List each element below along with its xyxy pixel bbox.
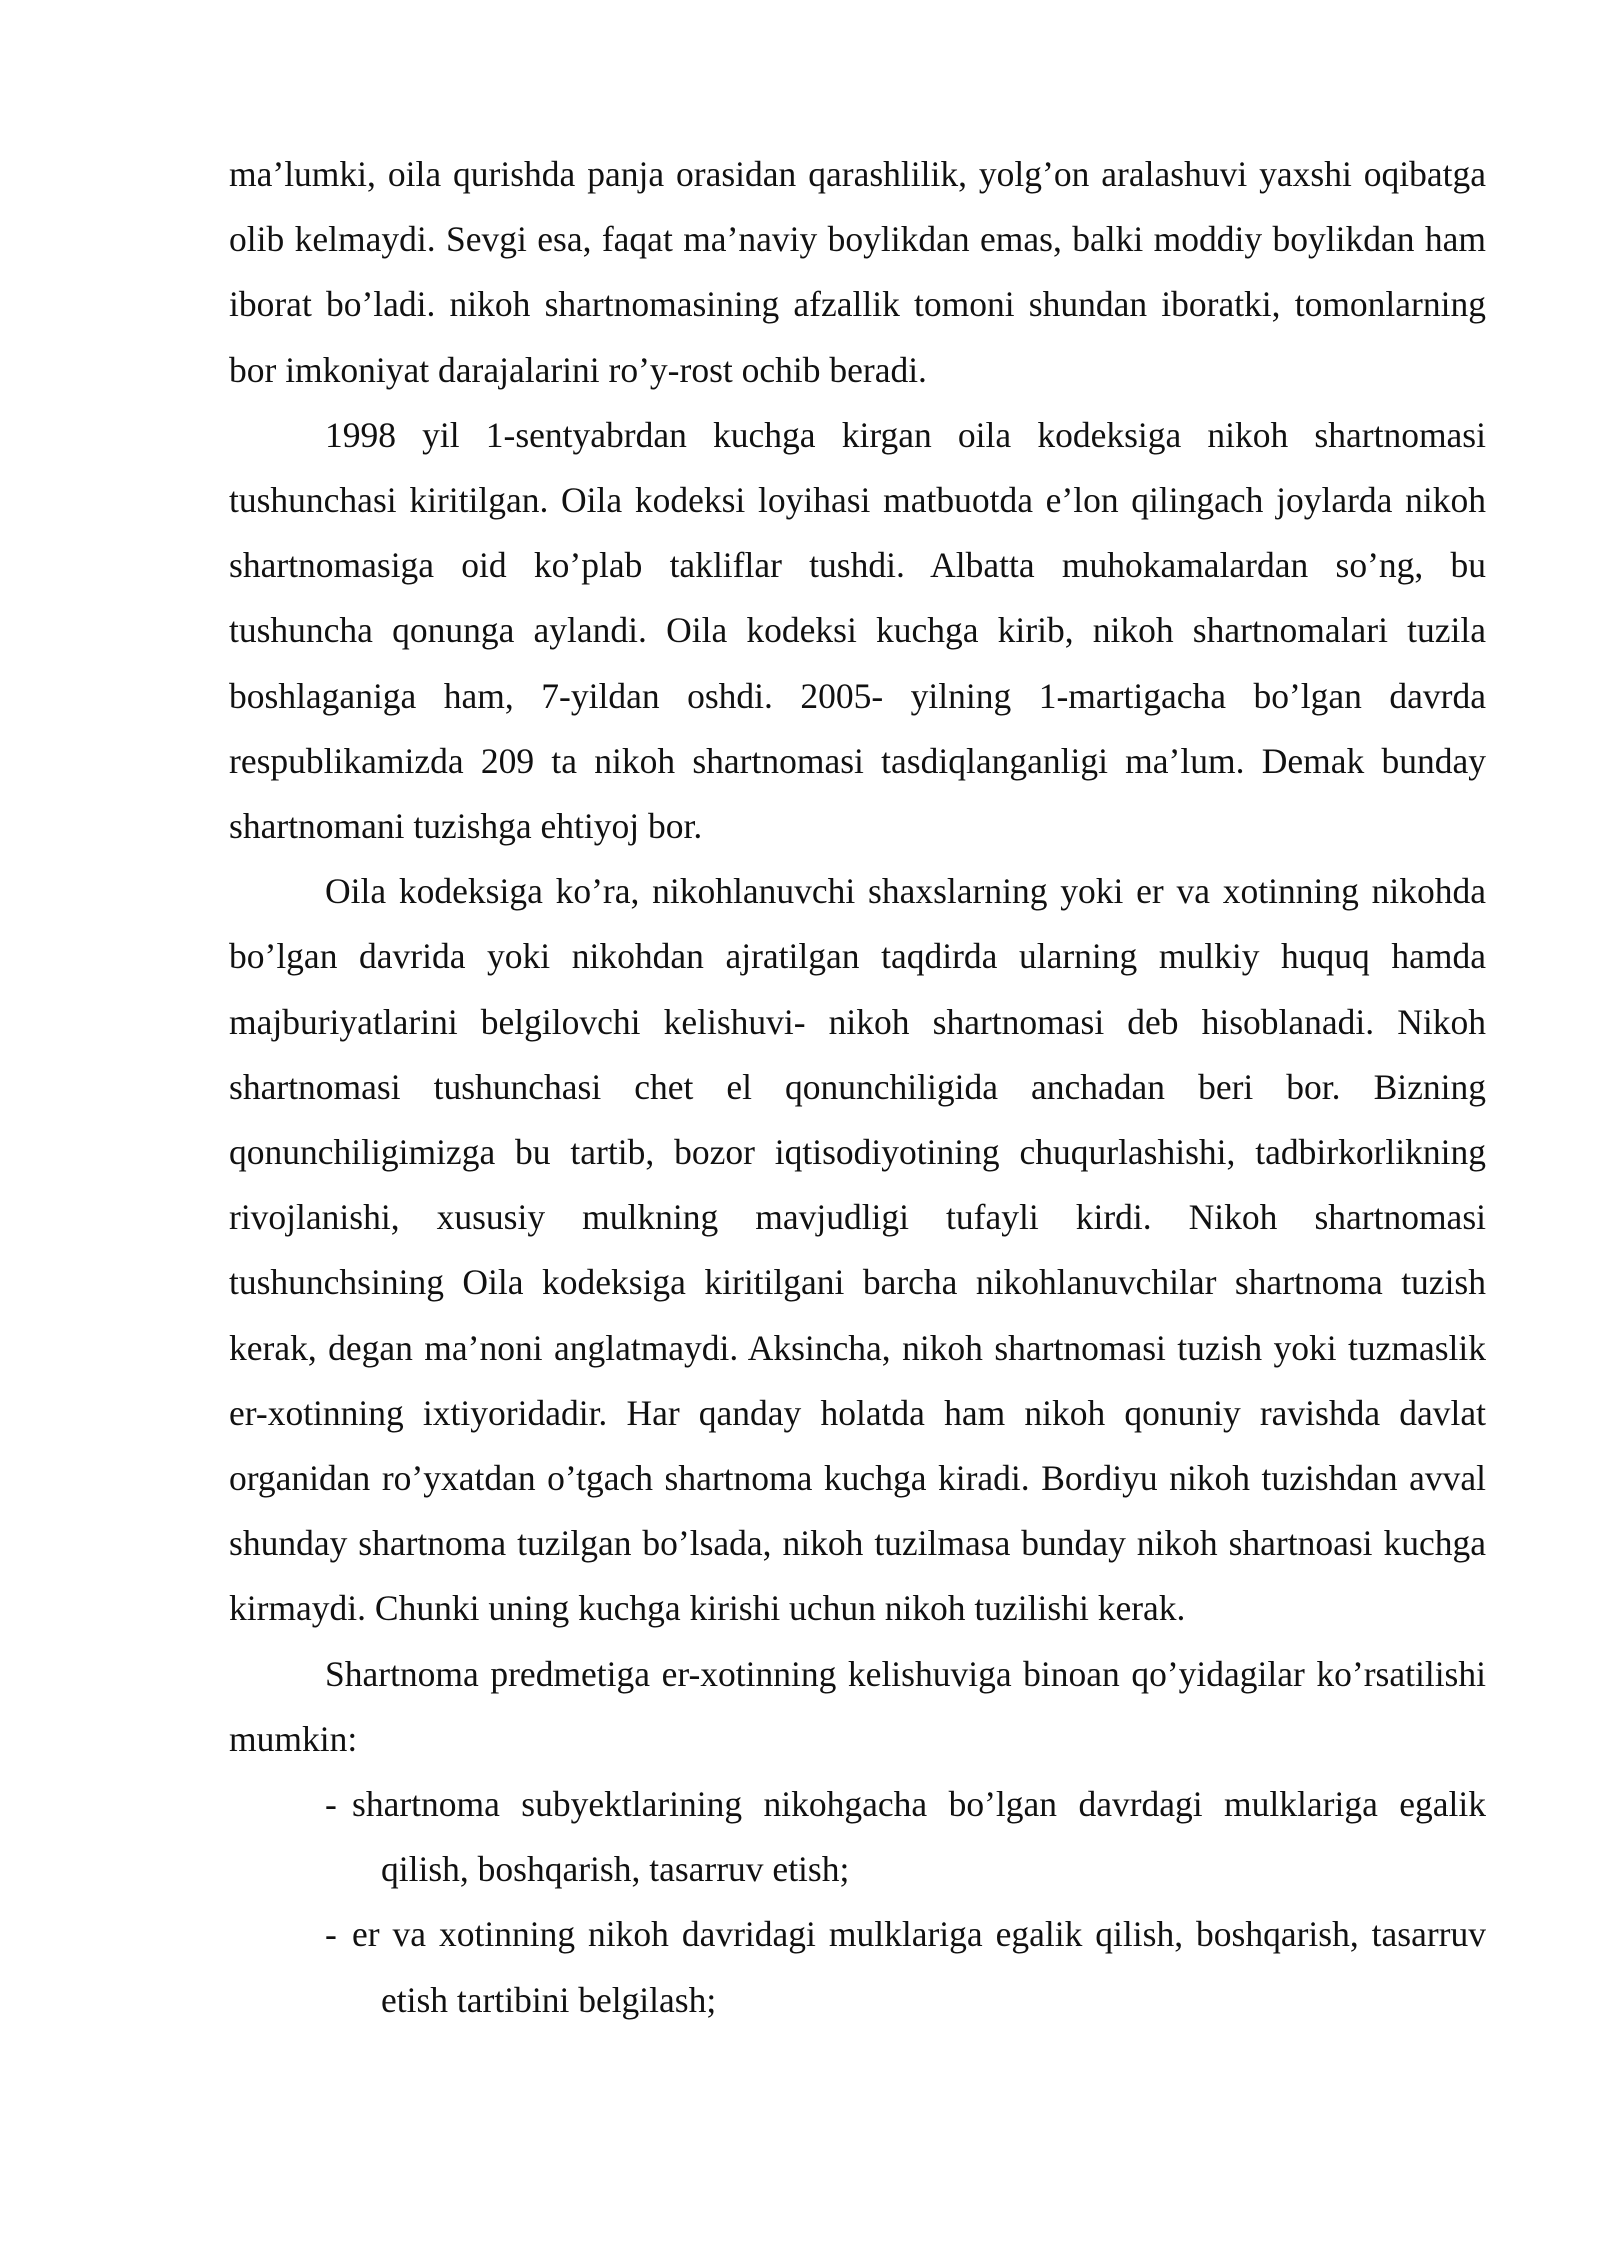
list-item-text: er va xotinning nikoh davridagi mulklariga egalik qilish, boshqarish, tasarruv etish tartibini belgilash; (352, 1914, 1486, 2020)
paragraph-contract-subject: Shartnoma predmetiga er-xotinning kelishuviga binoan qo’yidagilar ko’rsatilishi mumkin: (229, 1653, 1486, 1759)
list-item (325, 1772, 1486, 1902)
paragraph-marriage-contract-definition: Oila kodeksiga ko’ra, nikohlanuvchi shaxslarning yoki er va xotinning nikohda bo’lgan davrida yoki nikohdan ajratilgan taqdirda ularning mulkiy huquq hamda majburiyatlarini belgilovchi kelishuvi- nikoh shartnomasi deb hisoblanadi. Nikoh shartnomasi tushunchasi chet el qonunchiligida anchadan beri bor. Bizning qonunchiligimizga bu tartib, bozor iqtisodiyotining chuqurlashishi, tadbirkorlikning rivojlanishi, xususiy mulkning mavjudligi tufayli kirdi. Nikoh shartnomasi tushunchsining Oila kodeksiga kiritilgani barcha nikohlanuvchilar shartnoma tuzish kerak, degan ma’noni anglatmaydi. Aksincha, nikoh shartnomasi tuzish yoki tuzmaslik er-xotinning ixtiyoridadir. Har qanday holatda ham nikoh qonuniy ravishda davlat organidan ro’yxatdan o’tgach shartnoma kuchga kiradi. Bordiyu nikoh tuzishdan avval shunday shartnoma tuzilgan bo’lsada, nikoh tuzilmasa bunday nikoh shartnoasi kuchga kirmaydi. Chunki uning kuchga kirishi uchun nikoh tuzilishi kerak. (229, 871, 1486, 1629)
list-marker: - (325, 1914, 337, 1955)
paragraph-intro: ma’lumki, oila qurishda panja orasidan qarashlilik, yolg’on aralashuvi yaxshi oqibatga olib kelmaydi. Sevgi esa, faqat ma’naviy boylikdan emas, balki moddiy boylikdan ham iborat bo’ladi. nikoh shartnomasining afzallik tomoni shundan iboratki, tomonlarning bor imkoniyat darajalarini ro’y-rost ochib beradi. (229, 154, 1486, 390)
document-page (229, 142, 1486, 2033)
contract-subject-list (229, 1772, 1486, 2033)
list-item (325, 1902, 1486, 2032)
list-item-text: shartnoma subyektlarining nikohgacha bo’lgan davrdagi mulklariga egalik qilish, boshqarish, tasarruv etish; (352, 1784, 1486, 1890)
paragraph-family-code-1998: 1998 yil 1-sentyabrdan kuchga kirgan oila kodeksiga nikoh shartnomasi tushunchasi kiritilgan. Oila kodeksi loyihasi matbuotda e’lon qilingach joylarda nikoh shartnomasiga oid ko’plab takliflar tushdi. Albatta muhokamalardan so’ng, bu tushuncha qonunga aylandi. Oila kodeksi kuchga kirib, nikoh shartnomalari tuzila boshlaganiga ham, 7-yildan oshdi. 2005- yilning 1-martigacha bo’lgan davrda respublikamizda 209 ta nikoh shartnomasi tasdiqlanganligi ma’lum. Demak bunday shartnomani tuzishga ehtiyoj bor. (229, 414, 1486, 847)
list-marker: - (325, 1784, 337, 1825)
